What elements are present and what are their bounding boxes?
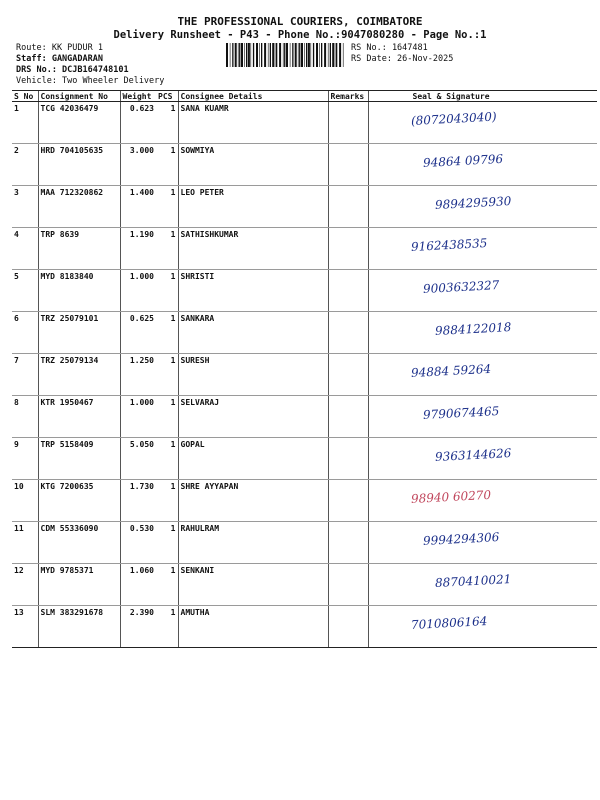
row-consignee: LEO PETER (178, 186, 328, 228)
barcode-bar (295, 43, 297, 67)
row-weight: 3.000 (120, 144, 156, 186)
row-pcs: 1 (156, 606, 178, 648)
row-consignee: SANA KUAMR (178, 102, 328, 144)
barcode-bar (283, 43, 284, 67)
barcode-bar (339, 43, 341, 67)
handwritten-signature: (8072043040) (410, 109, 497, 128)
table-row (12, 606, 597, 648)
row-signature (368, 228, 597, 270)
row-weight: 2.390 (120, 606, 156, 648)
barcode-bar (304, 43, 305, 67)
row-weight: 1.000 (120, 270, 156, 312)
barcode-bar (330, 43, 331, 67)
handwritten-signature: 94864 09796 (422, 151, 503, 170)
handwritten-signature: 9994294306 (422, 530, 500, 548)
row-signature (368, 312, 597, 354)
handwritten-signature: 9003632327 (422, 278, 500, 296)
barcode-bar (324, 43, 326, 67)
row-remarks (328, 186, 368, 228)
row-consignment-no: TCG 42036479 (38, 102, 120, 144)
barcode-bar (256, 43, 258, 67)
row-consignee: SHRISTI (178, 270, 328, 312)
handwritten-signature: 9884122018 (434, 320, 512, 338)
staff-label: Staff: GANGADARAN (16, 54, 103, 64)
row-weight: 1.060 (120, 564, 156, 606)
row-remarks (328, 396, 368, 438)
row-sno: 12 (12, 564, 38, 606)
row-consignee: SURESH (178, 354, 328, 396)
row-consignment-no: KTG 7200635 (38, 480, 120, 522)
row-consignee: AMUTHA (178, 606, 328, 648)
barcode-bar (335, 43, 336, 67)
row-pcs: 1 (156, 228, 178, 270)
handwritten-signature: 98940 60270 (410, 487, 491, 506)
row-weight: 0.530 (120, 522, 156, 564)
barcode-bar (239, 43, 240, 67)
row-signature (368, 606, 597, 648)
rs-number: RS No.: 1647481 (351, 43, 428, 53)
row-signature (368, 480, 597, 522)
barcode-bar (332, 43, 334, 67)
barcode-bar (259, 43, 260, 67)
rs-date: RS Date: 26-Nov-2025 (351, 54, 454, 64)
row-weight: 1.400 (120, 186, 156, 228)
row-remarks (328, 144, 368, 186)
table-row (12, 396, 597, 438)
row-signature (368, 438, 597, 480)
row-sno: 13 (12, 606, 38, 648)
row-remarks (328, 228, 368, 270)
row-consignment-no: MYD 8183840 (38, 270, 120, 312)
barcode-bar (244, 43, 245, 67)
row-pcs: 1 (156, 312, 178, 354)
row-sno: 5 (12, 270, 38, 312)
barcode-bar (292, 43, 293, 67)
row-pcs: 1 (156, 564, 178, 606)
table-row (12, 480, 597, 522)
row-consignee: RAHULRAM (178, 522, 328, 564)
col-header-signature: Seal & Signature (368, 91, 597, 102)
runsheet-title: Delivery Runsheet - P43 - Phone No.:9047080280 - Page No.:1 (113, 29, 487, 41)
barcode-bar (286, 43, 288, 67)
row-remarks (328, 606, 368, 648)
row-sno: 2 (12, 144, 38, 186)
row-consignee: SATHISHKUMAR (178, 228, 328, 270)
table-row (12, 228, 597, 270)
row-sno: 4 (12, 228, 38, 270)
row-weight: 1.730 (120, 480, 156, 522)
row-consignee: GOPAL (178, 438, 328, 480)
barcode-bar (261, 43, 262, 67)
col-header-sno: S No (12, 91, 38, 102)
row-weight: 0.625 (120, 312, 156, 354)
barcode-bar (306, 43, 307, 67)
row-remarks (328, 564, 368, 606)
row-pcs: 1 (156, 480, 178, 522)
barcode-bar (316, 43, 318, 67)
barcode-bar (308, 43, 310, 67)
col-header-pcs: PCS (156, 91, 178, 102)
row-signature (368, 522, 597, 564)
barcode-bar (230, 43, 231, 67)
row-remarks (328, 270, 368, 312)
barcode-bar (311, 43, 312, 67)
row-weight: 5.050 (120, 438, 156, 480)
barcode-bar (253, 43, 254, 67)
table-row (12, 438, 597, 480)
row-consignment-no: TRZ 25079134 (38, 354, 120, 396)
row-consignee: SOWMIYA (178, 144, 328, 186)
row-weight: 0.623 (120, 102, 156, 144)
table-row (12, 354, 597, 396)
row-pcs: 1 (156, 102, 178, 144)
row-pcs: 1 (156, 438, 178, 480)
row-pcs: 1 (156, 186, 178, 228)
col-header-consignment: Consignment No (38, 91, 120, 102)
row-signature (368, 354, 597, 396)
barcode-bar (235, 43, 237, 67)
barcode-bar (276, 43, 277, 67)
row-remarks (328, 480, 368, 522)
col-header-remarks: Remarks (328, 91, 368, 102)
row-sno: 3 (12, 186, 38, 228)
table-row (12, 270, 597, 312)
barcode-bar (313, 43, 314, 67)
handwritten-signature: 9162438535 (410, 236, 488, 254)
table-header-row (12, 91, 597, 102)
row-consignment-no: MAA 712320862 (38, 186, 120, 228)
barcode-bar (246, 43, 247, 67)
row-remarks (328, 354, 368, 396)
barcode-bar (290, 43, 291, 67)
row-remarks (328, 312, 368, 354)
row-signature (368, 186, 597, 228)
row-consignment-no: SLM 383291678 (38, 606, 120, 648)
row-sno: 7 (12, 354, 38, 396)
handwritten-signature: 94884 59264 (410, 361, 491, 380)
row-pcs: 1 (156, 522, 178, 564)
row-consignee: SELVARAJ (178, 396, 328, 438)
delivery-table (12, 90, 597, 648)
row-sno: 1 (12, 102, 38, 144)
barcode-bar (301, 43, 303, 67)
row-signature (368, 102, 597, 144)
table-row (12, 564, 597, 606)
barcode-bar (328, 43, 329, 67)
row-sno: 6 (12, 312, 38, 354)
runsheet-meta-right (351, 43, 453, 65)
table-row (12, 522, 597, 564)
row-weight: 1.000 (120, 396, 156, 438)
route-label: Route: KK PUDUR 1 (16, 43, 103, 53)
col-header-weight: Weight (120, 91, 156, 102)
barcode-bar (319, 43, 320, 67)
row-pcs: 1 (156, 396, 178, 438)
barcode-bar (279, 43, 281, 67)
handwritten-signature: 9790674465 (422, 404, 500, 422)
row-remarks (328, 438, 368, 480)
barcode-bar (226, 43, 228, 67)
row-weight: 1.190 (120, 228, 156, 270)
handwritten-signature: 8870410021 (434, 572, 512, 590)
row-pcs: 1 (156, 144, 178, 186)
drs-number: DRS No.: DCJB164748101 (16, 65, 129, 75)
barcode-bar (284, 43, 285, 67)
row-consignment-no: TRP 8639 (38, 228, 120, 270)
barcode-bar (298, 43, 299, 67)
barcode-bar (275, 43, 276, 67)
row-sno: 8 (12, 396, 38, 438)
barcode-bar (321, 43, 322, 67)
table-row (12, 102, 597, 144)
handwritten-signature: 7010806164 (410, 614, 488, 632)
row-consignment-no: HRD 704105635 (38, 144, 120, 186)
company-name: THE PROFESSIONAL COURIERS, COIMBATORE (177, 15, 423, 28)
handwritten-signature: 9894295930 (434, 194, 512, 212)
barcode-bar (270, 43, 271, 67)
vehicle-label: Vehicle: Two Wheeler Delivery (16, 76, 165, 86)
table-row (12, 312, 597, 354)
row-remarks (328, 522, 368, 564)
barcode-bar (336, 43, 337, 67)
row-consignment-no: KTR 1950467 (38, 396, 120, 438)
col-header-consignee: Consignee Details (178, 91, 328, 102)
row-consignee: SHRE AYYAPAN (178, 480, 328, 522)
row-consignment-no: TRZ 25079101 (38, 312, 120, 354)
row-consignee: SENKANI (178, 564, 328, 606)
row-consignee: SANKARA (178, 312, 328, 354)
row-pcs: 1 (156, 354, 178, 396)
row-signature (368, 144, 597, 186)
row-consignment-no: CDM 55336090 (38, 522, 120, 564)
row-consignment-no: TRP 5158409 (38, 438, 120, 480)
table-row (12, 186, 597, 228)
barcode-bar (251, 43, 252, 67)
row-sno: 9 (12, 438, 38, 480)
row-signature (368, 270, 597, 312)
barcode-bar (232, 43, 233, 67)
runsheet-meta-left (16, 43, 164, 87)
barcode-bar (299, 43, 300, 67)
barcode-bar (264, 43, 266, 67)
row-weight: 1.250 (120, 354, 156, 396)
table-row (12, 144, 597, 186)
barcode-bar (238, 43, 239, 67)
barcode-bar (343, 43, 344, 67)
row-consignment-no: MYD 9785371 (38, 564, 120, 606)
barcode-bar (268, 43, 269, 67)
barcode-bar (248, 43, 250, 67)
handwritten-signature: 9363144626 (434, 446, 512, 464)
row-signature (368, 564, 597, 606)
barcode-bar (241, 43, 243, 67)
row-sno: 10 (12, 480, 38, 522)
row-pcs: 1 (156, 270, 178, 312)
row-remarks (328, 102, 368, 144)
row-sno: 11 (12, 522, 38, 564)
barcode-bar (272, 43, 274, 67)
row-signature (368, 396, 597, 438)
barcode (226, 43, 346, 67)
